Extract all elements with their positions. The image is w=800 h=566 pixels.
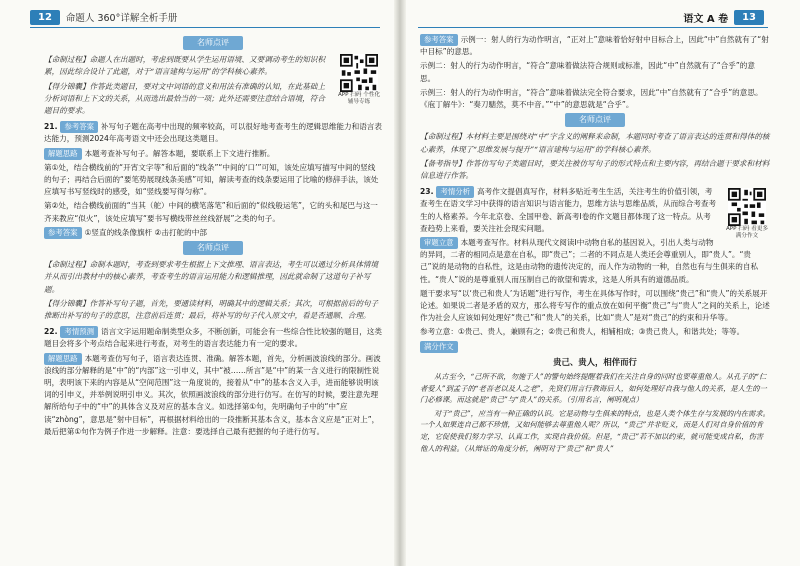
right-column — [420, 34, 770, 456]
question-text: 补写句子题在高考中出现的频率较高，可以很好地考查考生的逻辑思维能力和语言表达能力，预测2024年高考语文中还会出现这类题目。 — [44, 122, 382, 144]
solution-paragraph: 参考立意：①贵己、贵人，兼顾有之；②贵己和贵人，相辅相成；③贵己贵人，和谐共处；等等。 — [420, 327, 745, 337]
question-number: 21. — [44, 122, 58, 132]
qr-caption: APP 扫码 看更多满分作文 — [725, 226, 769, 240]
answer-paragraph: 示例二：射人的行为动作明言，“符合”意味着做法符合规则或标准，因此“中”自然就有了“合乎”的意思。 — [420, 61, 755, 83]
review-paragraph: 【备考指导】作答仿写句子类题目时，要关注被仿写句子的形式特点和主要内容，再结合题干要求和材料信息进行作答。 — [420, 158, 770, 181]
right-page-number: 13 — [734, 10, 764, 25]
left-page-number: 12 — [30, 10, 60, 25]
right-header-title: 语文 A 卷 — [683, 13, 729, 25]
book-gutter — [394, 0, 406, 566]
tag-label: 审题立意 — [420, 237, 458, 249]
answer-paragraph: 参考答案 示例一：射人的行为动作明言，“正对上”意味着恰好射中目标合上，因此“中”自然就有了“射中目标”的意思。 — [420, 35, 769, 57]
left-page — [0, 0, 394, 566]
right-page — [406, 0, 800, 566]
tag-label: 参考答案 — [420, 34, 458, 46]
tag-label: 满分作文 — [420, 341, 458, 353]
essay-heading — [420, 341, 770, 353]
essay-paragraph: 对于“贵己”，应当有一种正确的认识。它是动物与生俱来的特点，也是人类个体生存与发展的内在需求。一个人如果连自己都不珍惜，又如何能够去尊重他人呢？所以，“贵己”并非贬义，而是人们对自身价值的肯定，它促使我们努力学习、认真工作，实现自我价值。但是，“贵己”若不加以约束，就可能变成自私，伤害他人的利益。（从辩证的角度分析，阐明对于“贵己”和“贵人” — [420, 408, 770, 453]
solution-paragraph: 第②处，结合横线前面的“当其（舵）中间的横笔落笔”和后面的“似线般运笔”，它的头和尾巴与这一齐来教应“似火”，该处应填写“要书写横线带丝丝线舒展”之类的句子。 — [44, 201, 378, 223]
solution-paragraph: 审题立意 本题考查写作。材料从现代文阅读Ⅰ中动物自私的基因说入，引出人类与动物的异同，二者的相同点是意在自私，即“贵己”；二者的不同点是人类还会尊重别人，即“贵人”。“贵己”说的是动物的自私性，这是由动物的遗传决定的，而人作为动物的一种，自然也有与生俱来的自私性。“贵人”说的是尊重别人而压制自己的欲望和需求，这是人所具有的道德品质。 — [420, 238, 759, 284]
qr-code-icon[interactable] — [340, 54, 378, 92]
right-page-header — [683, 8, 764, 26]
review-paragraph: 【得分锦囊】作答补写句子题，首先，要通读材料，明确其中的逻辑关系；其次，可根据前后的句子推断出补写的句子的意思，注意前后连贯；最后，将补写的句子代入原文中，看是否通顺、合理。 — [44, 298, 379, 321]
tag-label: 考情预测 — [60, 326, 98, 338]
solution-paragraph: 第①处，结合横线前的“开宵文字等”和后面的“线条”“中间的‘口’”可知，该处应填写描写中间的竖线的句子；再结合后面的“要笔势展现线条美感”可知，解读考查的线条要运用了比喻的修辞手法，该处应填写书写竖线时的感受，如“竖线要写得匀称”。 — [44, 162, 379, 197]
qr-block[interactable] — [336, 54, 382, 106]
tag-label: 解题思路 — [44, 148, 82, 160]
question-23: 23. 考情分析 高考作文提倡真写作，材料多贴近考生生活，关注考生的价值引领，考查考生在语文学习中获得的语言知识与语言能力，思维方法与思维品质，从而综合考查考生的人格素养。今年北京卷、全国甲卷、新高考Ⅰ卷的作文题目都体现了这一特点。从考查趋势上来看，要关注社会现实问题。 — [420, 187, 717, 233]
solution-paragraph: 题干要求写“以‘贵己和贵人’为话题”进行写作，考生在具体写作时，可以围绕“贵己”和“贵人”的关系展开论述。如果说二者是矛盾的双方，那么将专写作的重点放在如何平衡“贵己”与“贵人”之间的关系上，论述作为社会人应该如何处理好“贵己”和“贵人”的关系，比如“贵人”是对“贵己”的约束和升华等。 — [420, 288, 770, 323]
answer-paragraph: 示例三：射人的行为动作明言，“符合”意味着做法完全符合要求，因此“中”自然就有了“合乎”的意思。《庖丁解牛》：“奏刀騞然，莫不中音。”“中”的意思就是“合乎”。 — [420, 87, 763, 110]
essay-title: 贵己、贵人，相伴而行 — [553, 356, 637, 367]
section-heading: 名师点评 — [44, 36, 382, 50]
question-number: 23. — [420, 187, 434, 197]
qr-caption: APP 扫码 个性化辅导专练 — [337, 92, 381, 106]
review-paragraph: 【命制过程】本材料主要是围绕对“中”字含义的阐释来命制，本题同时考查了语言表达的连贯和得体的核心素养，体现了“思维发展与提升”“语言建构与运用”的学科核心素养。 — [420, 132, 770, 154]
tag-label: 参考答案 — [60, 121, 98, 133]
question-number: 22. — [44, 327, 58, 337]
left-page-header — [30, 8, 177, 26]
solution-paragraph: 解题思路 本题考查仿写句子，语言表达连贯、准确。解答本题，首先，分析画波浪线的部分。画波浪线的部分解释的是“中”的“内部”这一引申义，其中“被……所言”是“中”的某一含义进行的限制性说明，表明该下来的内容是从“空间范围”这一角度说的，接着从“中”的基本含义入手，进而能够说明该词的引申义，并举例说明引申义。其次，依照画波浪线的部分进行仿写。在仿写的时候，要注意先理解所给句子中的“中”的具体含义及对应的基本含义。如选择第①句，先明确句子中的“中”应读“zhòng”，意思是“射中目标”，再根据材料给出的一段推断其基本含义，基本含义应是“正对上”，最后把第①句作为例子作进一步解释。注意：要选择自己最有把握的句子进行仿写。 — [44, 353, 381, 436]
question-21 — [44, 121, 382, 145]
solution-paragraph: 解题思路 本题考查补写句子。解答本题，要联系上下文进行推断。 — [44, 148, 382, 160]
section-heading: 名师点评 — [44, 241, 382, 255]
essay-paragraph: 从古至今，“己所不欲，勿施于人”的警句始终提醒着我们在关注自身的同时也要尊重他人。从孔子的“仁者爱人”到孟子的“老吾老以及人之老”，先贤们用言行教诲后人，如何处理好自我与他人的关系，是人生的一门必修课。而这就是“贵己”与“贵人”的关系。（引用名言，阐明观点） — [420, 372, 767, 405]
review-paragraph: 【命制过程】命制本题时，考查到要求考生根据上下文推理、语言表达，考生可以通过分析具体情境并从而引出教材中的核心素养，考查考生的语言运用能力和逻辑推理，因此就命制了这道句子补写题。 — [44, 260, 379, 294]
left-header-title: 命题人 360°详解全析手册 — [65, 13, 178, 24]
tag-label: 考情分析 — [436, 186, 474, 198]
qr-code-icon[interactable] — [728, 188, 766, 226]
tag-label: 解题思路 — [44, 353, 82, 365]
question-22: 22. 考情预测 语言文字运用题命制类型众多，不断创新，可能会有一些综合性比较强的题目，这类题目会将多个考点结合起来进行考查，对考生的语言表达能力有一定的要求。 — [44, 327, 382, 349]
answer-line: 参考答案 ①竖直的线条像旗杆 ②击打舵的中部 — [44, 227, 382, 239]
review-paragraph: 【命制过程】命题人在出题时，考虑到既要从学生运用语境、又要调动考生的知识积累，因此综合设计了此题，对于“语言建构与运用”的学科核心素养。 — [44, 55, 325, 77]
right-header-rule — [418, 27, 768, 28]
tag-label: 参考答案 — [44, 227, 82, 239]
section-heading: 名师点评 — [420, 113, 770, 127]
review-paragraph: 【得分锦囊】作答此类题目，要对文中词语的意义和用法有准确的认知，在此基础上分析词语和上下文的关系，从而选出最恰当的一项；此外还需要注意结合语境，符合题目的要求。 — [44, 81, 325, 116]
qr-block[interactable] — [724, 188, 770, 240]
left-column — [44, 34, 382, 440]
left-header-rule — [30, 27, 380, 28]
